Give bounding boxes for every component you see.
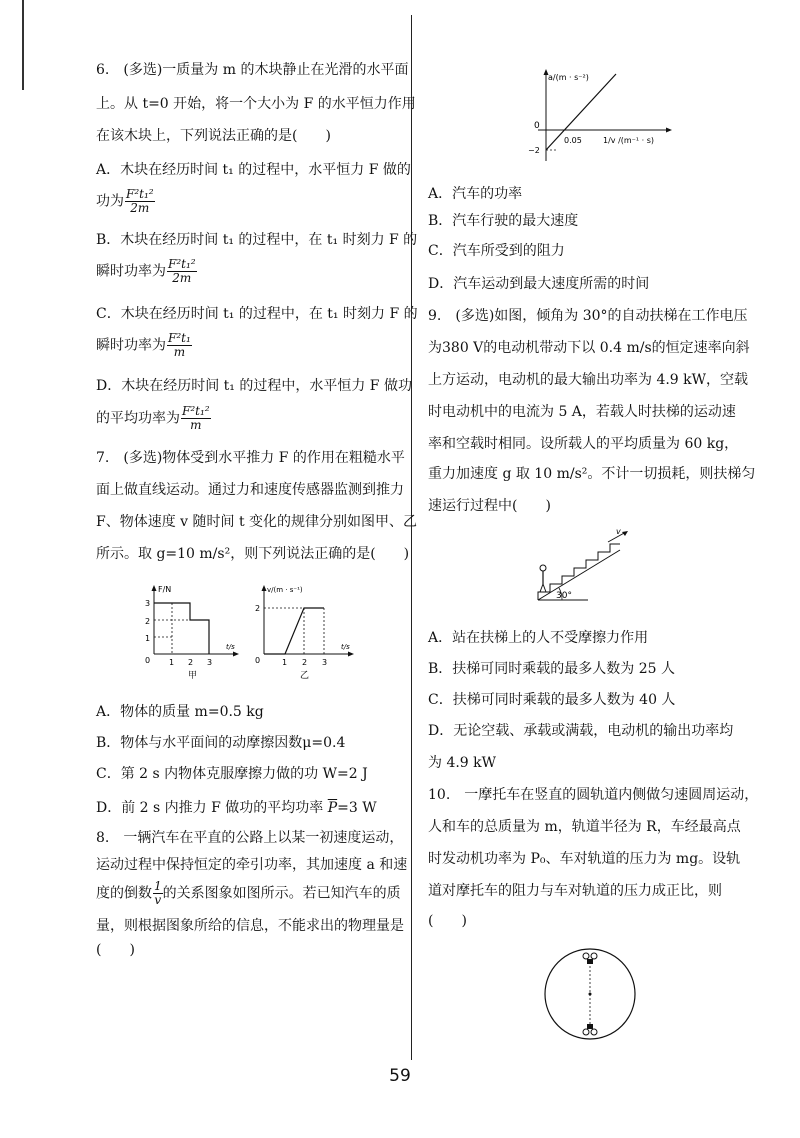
q8-origin: 0 <box>534 121 540 131</box>
q8-stem-line2: 运动过程中保持恒定的牵引功率，其加速度 a 和速 <box>96 857 408 873</box>
q9-stem-line6: 重力加速度 g 取 10 m/s²。不计一切损耗，则扶梯匀 <box>428 466 756 482</box>
q10-stem-line2: 人和车的总质量为 m，轨道半径为 R，车经最高点 <box>428 819 741 835</box>
q9-angle-label: 30° <box>556 591 572 601</box>
q9-option-a: A．站在扶梯上的人不受摩擦力作用 <box>428 630 649 646</box>
q7-yi-ytick-2: 2 <box>255 604 261 613</box>
q7-option-d-pbar: $\overline{P}$ <box>327 800 338 816</box>
page-number: 59 <box>389 1066 411 1086</box>
q9-person-head <box>540 565 546 571</box>
q7-yi-xtick-1: 1 <box>282 658 288 667</box>
q7-option-d: D．前 2 s 内推力 F 做功的平均功率 $\overline{P}=3$ W <box>96 800 377 816</box>
q6-option-b-fraction: $\frac{\text{F²t₁²}}{2m}$ <box>168 257 196 285</box>
q6-stem-line2: 上。从 t=0 开始，将一个大小为 F 的水平恒力作用 <box>96 96 416 112</box>
q7-jia-xtick-0: 0 <box>145 656 151 665</box>
q7-graph-yi <box>246 582 366 682</box>
q10-stem-line1: 10. 一摩托车在竖直的圆轨道内侧做匀速圆周运动， <box>428 787 759 803</box>
q7-option-c: C．第 2 s 内物体克服摩擦力做的功 W=2 J <box>96 766 368 782</box>
q7-jia-y-arrow <box>152 585 157 591</box>
q10-motorcycle-bottom <box>583 1024 597 1035</box>
q10-center-point <box>589 993 592 996</box>
q7-jia-ylabel: F/N <box>158 585 172 594</box>
q8-option-d: D．汽车运动到最大速度所需的时间 <box>428 276 650 292</box>
q6-stem-line1: 6. (多选)一质量为 m 的木块静止在光滑的水平面 <box>96 62 409 78</box>
q7-yi-x-arrow <box>348 652 354 657</box>
q7-jia-ytick-1: 1 <box>145 634 151 643</box>
q7-stem-line3: F、物体速度 v 随时间 t 变化的规律分别如图甲、乙 <box>96 514 418 530</box>
q7-jia-xtick-3: 3 <box>207 658 213 667</box>
q8-stem-line3: 度的倒数 $\frac{1}{v}$ 的关系图象如图所示。若已知汽车的质 <box>96 879 401 907</box>
q8-inverse-v-fraction: $\frac{1}{v}$ <box>154 879 162 907</box>
q7-stem-line2: 面上做直线运动。通过力和速度传感器监测到推力 <box>96 482 404 498</box>
q7-stem-line4: 所示。取 g=10 m/s²，则下列说法正确的是( ) <box>96 546 410 562</box>
q7-yi-ylabel: v/(m · s⁻¹) <box>267 586 303 594</box>
q7-yi-v-curve <box>264 608 324 654</box>
q8-graph <box>508 66 678 166</box>
q9-option-b: B．扶梯可同时乘载的最多人数为 25 人 <box>428 661 676 677</box>
q9-option-d-line1: D．无论空载、承载或满载，电动机的输出功率均 <box>428 723 734 739</box>
q9-option-c: C．扶梯可同时乘载的最多人数为 40 人 <box>428 692 676 708</box>
q9-stem-line4: 时电动机中的电流为 5 A，若载人时扶梯的运动速 <box>428 404 736 420</box>
q8-x-arrow <box>666 128 672 133</box>
q6-option-d-fraction: $\frac{\text{F²t₁²}}{m}$ <box>182 404 210 432</box>
q7-jia-caption: 甲 <box>188 671 198 681</box>
q6-option-c-line1: C．木块在经历时间 t₁ 的过程中，在 t₁ 时刻力 F 的 <box>96 306 418 322</box>
q10-stem-line4: 道对摩托车的阻力与车对轨道的压力成正比，则 <box>428 883 722 899</box>
q10-stem-line5: ( ) <box>428 913 467 929</box>
q8-y-mark: −2 <box>528 146 540 155</box>
q7-jia-ytick-2: 2 <box>145 617 151 626</box>
q9-escalator-steps <box>538 544 620 600</box>
column-divider <box>411 15 412 1060</box>
q9-stem-line1: 9. (多选)如图，倾角为 30°的自动扶梯在工作电压 <box>428 308 748 324</box>
q10-track-figure <box>540 944 640 1044</box>
q7-jia-xtick-1: 1 <box>169 658 175 667</box>
q8-stem-line4: 量，则根据图象所给的信息，不能求出的物理量是 <box>96 918 404 934</box>
q6-option-a-prefix: 功为 <box>96 193 124 210</box>
q8-x-mark: 0.05 <box>564 136 582 145</box>
q10-motorcycle-top <box>583 953 597 964</box>
q8-xlabel: 1/v /(m⁻¹ · s) <box>603 136 655 145</box>
q7-yi-xtick-3: 3 <box>322 658 328 667</box>
q7-yi-y-arrow <box>262 585 267 591</box>
q7-option-b: B．物体与水平面间的动摩擦因数μ=0.4 <box>96 735 346 751</box>
q8-option-c: C．汽车所受到的阻力 <box>428 243 565 259</box>
q8-ylabel: a/(m · s⁻²) <box>548 73 589 82</box>
q6-option-d-line1: D．木块在经历时间 t₁ 的过程中，水平恒力 F 做功 <box>96 378 412 394</box>
q9-person-leg-right <box>543 584 546 592</box>
q9-escalator-figure <box>528 528 638 608</box>
q7-jia-f-curve <box>154 603 209 654</box>
q9-stem-line2: 为380 V的电动机带动下以 0.4 m/s的恒定速率向斜 <box>428 340 750 356</box>
q10-stem-line3: 时发动机功率为 P₀、车对轨道的压力为 mg。设轨 <box>428 851 741 867</box>
q6-option-c-line2: 瞬时功率为 $\frac{\text{F²t₁}}{m}$ <box>96 331 191 359</box>
q6-option-d-line2: 的平均功率为 $\frac{\text{F²t₁²}}{m}$ <box>96 404 210 432</box>
q6-option-c-fraction: $\frac{\text{F²t₁}}{m}$ <box>168 331 191 359</box>
q6-option-b-line1: B．木块在经历时间 t₁ 的过程中，在 t₁ 时刻力 F 的 <box>96 232 418 248</box>
q7-jia-xlabel: t/s <box>226 643 235 651</box>
q8-stem-line5: ( ) <box>96 942 135 958</box>
q7-jia-xtick-2: 2 <box>188 658 194 667</box>
q8-option-a: A．汽车的功率 <box>428 186 523 202</box>
q6-option-a-line1: A．木块在经历时间 t₁ 的过程中，水平恒力 F 做的 <box>96 162 411 178</box>
q9-stem-line3: 上方运动，电动机的最大输出功率为 4.9 kW，空载 <box>428 372 749 388</box>
q7-yi-xtick-0: 0 <box>255 656 261 665</box>
q9-escalator-incline <box>538 550 620 600</box>
q6-stem-line3: 在该木块上，下列说法正确的是( ) <box>96 128 331 144</box>
q9-stem-line7: 速运行过程中( ) <box>428 498 551 514</box>
q7-yi-xlabel: t/s <box>341 643 350 651</box>
binding-line <box>22 0 24 90</box>
q9-option-d-line2: 为 4.9 kW <box>428 755 497 771</box>
q6-option-b-line2: 瞬时功率为 $\frac{\text{F²t₁²}}{2m}$ <box>96 257 196 285</box>
q7-graph-jia <box>136 582 246 682</box>
q7-yi-caption: 乙 <box>300 671 310 681</box>
q6-option-a-fraction: $\frac{\text{F²t₁²}}{2m}$ <box>126 187 154 215</box>
q8-option-b: B．汽车行驶的最大速度 <box>428 213 579 229</box>
q7-option-a: A．物体的质量 m=0.5 kg <box>96 704 264 720</box>
q7-jia-x-arrow <box>233 652 239 657</box>
q9-person-leg-left <box>540 584 543 592</box>
q7-yi-xtick-2: 2 <box>302 658 308 667</box>
q6-option-a-line2 <box>96 188 155 215</box>
q7-jia-ytick-3: 3 <box>145 599 151 608</box>
q8-stem-line1: 8. 一辆汽车在平直的公路上以某一初速度运动， <box>96 830 404 846</box>
q9-velocity-label: v <box>616 528 621 536</box>
q9-stem-line5: 率和空载时相同。设所载人的平均质量为 60 kg， <box>428 436 739 452</box>
q7-stem-line1: 7. (多选)物体受到水平推力 F 的作用在粗糙水平 <box>96 450 405 466</box>
